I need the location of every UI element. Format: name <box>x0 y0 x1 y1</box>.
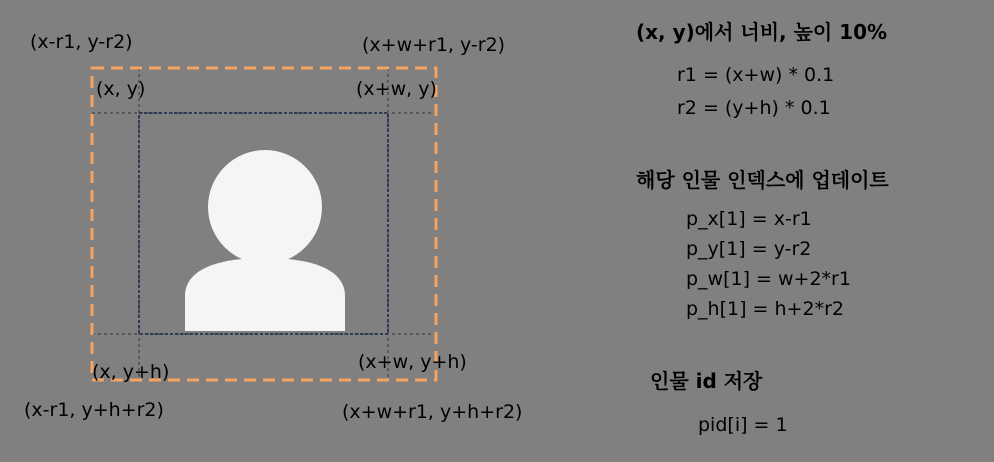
section-title-ratio: (x, y)에서 너비, 높이 10% <box>636 20 888 44</box>
label-inner-bottom-left: (x, y+h) <box>92 361 170 383</box>
formula-r2: r2 = (y+h) * 0.1 <box>677 97 831 119</box>
label-inner-bottom-right: (x+w, y+h) <box>358 351 467 373</box>
section-title-update: 해당 인물 인덱스에 업데이트 <box>636 168 889 192</box>
section-title-pid: 인물 id 저장 <box>650 369 763 393</box>
formula-py: p_y[1] = y-r2 <box>686 238 812 260</box>
formula-px: p_x[1] = x-r1 <box>686 208 812 230</box>
label-inner-top-left: (x, y) <box>96 78 146 100</box>
formula-r1: r1 = (x+w) * 0.1 <box>677 64 835 86</box>
label-outer-bottom-left: (x-r1, y+h+r2) <box>24 399 164 421</box>
label-outer-top-right: (x+w+r1, y-r2) <box>362 34 506 56</box>
formula-ph: p_h[1] = h+2*r2 <box>686 298 844 320</box>
formula-pw: p_w[1] = w+2*r1 <box>686 268 851 290</box>
label-outer-top-left: (x-r1, y-r2) <box>30 31 133 53</box>
label-outer-bottom-right: (x+w+r1, y+h+r2) <box>342 401 523 423</box>
formula-pid: pid[i] = 1 <box>698 414 788 436</box>
label-inner-top-right: (x+w, y) <box>356 78 437 100</box>
person-icon <box>185 150 345 331</box>
